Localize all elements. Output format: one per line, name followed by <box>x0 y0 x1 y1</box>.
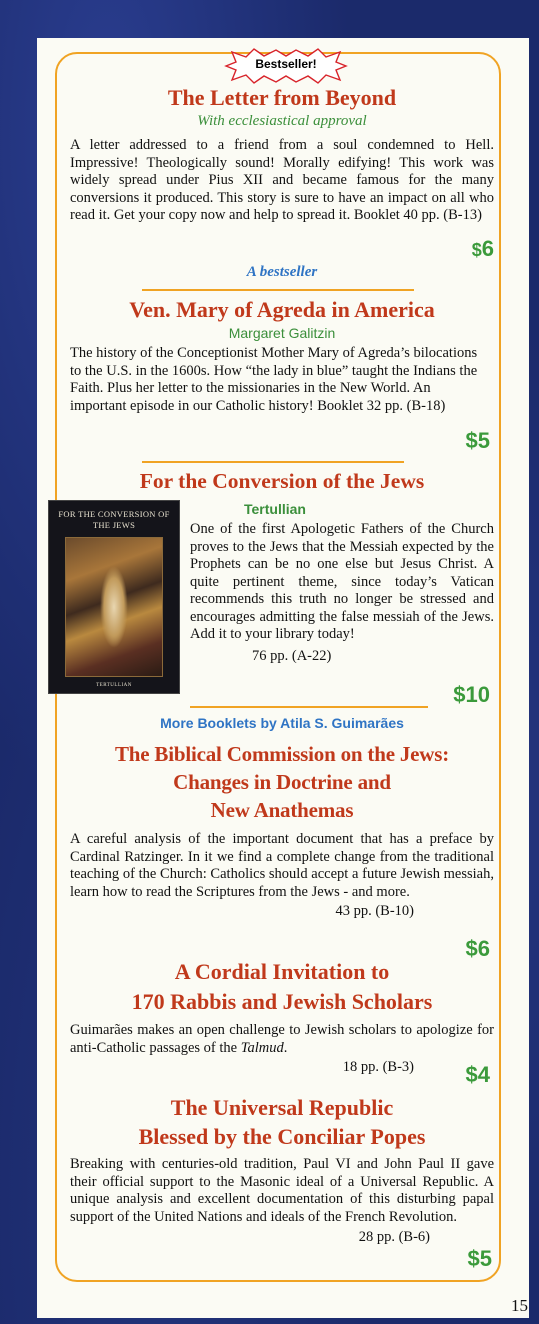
item-price: $10 <box>453 682 490 707</box>
item-title-line: The Universal Republic <box>170 1095 394 1120</box>
item-conversion-details <box>190 500 494 707</box>
cover-title: FOR THE CONVERSION OF THE JEWS <box>58 509 170 530</box>
item-author: Tertullian <box>244 501 306 517</box>
item-description: One of the first Apologetic Fathers of the Church proves to the Jews that the Messiah expected by the Prophets can be no one else but Jesus Christ. A quite pertinent theme, since today’s Vatican recommends this truth no longer be stressed and encourages admitting the false messiah of the Jews. Add it to your library today! <box>190 521 494 642</box>
item-title: For the Conversion of the Jews <box>139 469 425 493</box>
item-description: Guimarães makes an open challenge to Jewish scholars to apologize for anti-Catholic passages of the Talmud. <box>70 1022 494 1056</box>
cover-artwork <box>65 537 163 677</box>
item-meta: 28 pp. (B-6) <box>358 1229 430 1245</box>
item-title-line: 170 Rabbis and Jewish Scholars <box>131 989 433 1014</box>
item-conversion-of-jews <box>70 467 494 495</box>
item-cordial-invitation <box>70 958 494 1087</box>
item-price: $4 <box>465 1062 490 1087</box>
bestseller-tagline: A bestseller <box>246 264 318 280</box>
item-subtitle: With ecclesiastical approval <box>197 113 367 129</box>
item-biblical-commission <box>70 740 494 961</box>
item-meta: 76 pp. (A-22) <box>252 647 332 664</box>
item-price: $6 <box>471 236 494 261</box>
bestseller-badge <box>224 48 348 84</box>
item-title-line: Blessed by the Conciliar Popes <box>138 1124 426 1149</box>
cover-author: TERTULLIAN <box>96 683 132 688</box>
item-title: The Letter from Beyond <box>167 85 397 110</box>
item-price: $6 <box>465 936 490 961</box>
item-title-line: Changes in Doctrine and <box>173 770 391 794</box>
book-cover-image <box>48 500 180 694</box>
divider <box>142 461 404 463</box>
item-price: $5 <box>467 1246 492 1271</box>
item-universal-republic <box>70 1094 494 1271</box>
item-author: Margaret Galitzin <box>228 325 336 341</box>
badge-label: Bestseller! <box>255 57 317 71</box>
divider <box>190 706 428 708</box>
item-title-line: New Anathemas <box>210 798 354 822</box>
page-number: 15 <box>511 1296 528 1315</box>
item-meta: 43 pp. (B-10) <box>335 903 414 919</box>
item-letter-from-beyond <box>70 84 494 261</box>
item-price: $5 <box>465 428 490 453</box>
item-description: A letter addressed to a friend from a soul condemned to Hell. Impressive! Theologically sound! Morally edifying! This work was widely spread under Pius XII and became famous for the many conversions it produced. This story is sure to have an impact on all who read it. Get your copy now and help to spread it. Booklet 40 pp. (B-13) <box>70 137 494 223</box>
item-title: Ven. Mary of Agreda in America <box>129 297 435 322</box>
section-label: More Booklets by Atila S. Guimarães <box>160 715 404 731</box>
item-meta: 18 pp. (B-3) <box>342 1059 414 1075</box>
item-mary-of-agreda <box>70 296 494 453</box>
item-title-line: The Biblical Commission on the Jews: <box>114 742 450 766</box>
item-description: Breaking with centuries-old tradition, Paul VI and John Paul II gave their official support to the Masonic ideal of a Universal Republic. A unique analysis and excellent documentation of this disturbing papal support of the United Nations and ideals of the French Revolution. <box>70 1156 494 1225</box>
item-description: A careful analysis of the important document that has a preface by Cardinal Ratzinger. In it we find a complete change from the traditional teaching of the Church: Catholics should accept a future Jewish messiah, learn how to read the Scriptures from the Jews - and more. <box>70 831 494 900</box>
item-title-line: A Cordial Invitation to <box>174 959 390 984</box>
divider <box>142 289 414 291</box>
item-description: The history of the Conceptionist Mother Mary of Agreda’s bilocations to the U.S. in the 1600s. How “the lady in blue” taught the Indians the Faith. Plus her letter to the missionaries in the New World. An important episode in our Catholic history! Booklet 32 pp. (B-18) <box>70 345 478 414</box>
